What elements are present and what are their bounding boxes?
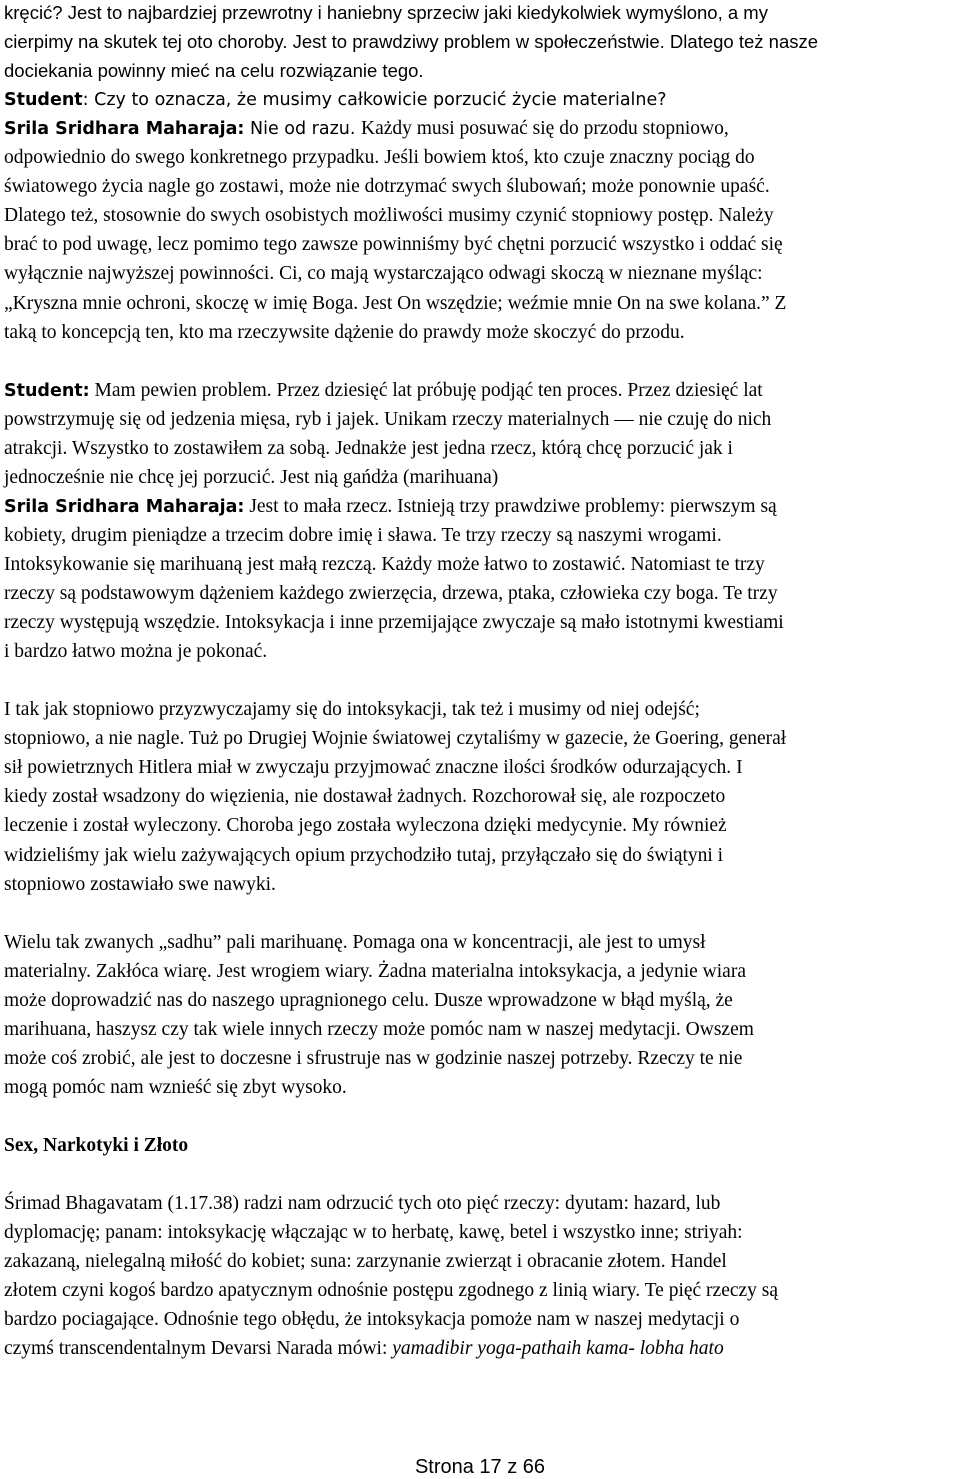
text-segment: Jest wrogiem wiary. xyxy=(216,960,378,982)
text-segment: kiedy został wsadzony do więzienia, nie dostawał żadnych. xyxy=(4,786,472,808)
text-line xyxy=(4,147,755,169)
text-segment: Rozchorował się, ale rozpoczeto xyxy=(471,786,726,808)
text-segment: Nie od razu. xyxy=(244,119,361,140)
text-segment: Handel xyxy=(670,1251,727,1273)
text-line xyxy=(4,1077,347,1099)
text-line xyxy=(4,496,777,518)
text-segment: Te pięć rzeczy są xyxy=(644,1280,779,1302)
text-line xyxy=(4,1251,727,1273)
text-segment: stopniowo zostawiało swe nawyki. xyxy=(4,873,276,895)
text-segment: Jest nią gańdża (marihuana) xyxy=(280,466,499,488)
text-line xyxy=(4,525,722,547)
text-line xyxy=(4,1193,720,1215)
text-segment: rzeczy są podstawowym dążeniem każdego zwierzęcia, drzewa, ptaka, człowieka czy boga. xyxy=(4,583,724,604)
text-segment: zakazaną, nielegalną miłość do kobiet; suna: zarzynanie zwierząt i obracanie złotem. xyxy=(4,1251,671,1273)
text-segment: Każdy może łatwo to zostawić. xyxy=(381,554,631,575)
text-segment: Student: xyxy=(4,380,90,401)
text-segment: Ci, co mają wystarczająco odwagi skoczą w nieznane myśląc: xyxy=(279,263,763,285)
text-segment: yamadibir yoga-pathaih kama- lobha hato xyxy=(392,1338,724,1360)
text-segment: Pomaga ona w koncentracji, ale jest to umysł xyxy=(352,931,706,953)
text-segment: powstrzymuję się od jedzenia mięsa, ryb i jajek. xyxy=(4,408,385,430)
text-segment: i bardzo łatwo można je pokonać. xyxy=(4,641,268,663)
text-line xyxy=(4,263,763,285)
text-segment: Przez dziesięć lat próbuję podjąć ten proces. xyxy=(276,379,628,401)
text-line xyxy=(4,874,276,896)
text-segment: dyplomację; panam: intoksykację włączając w to herbatę, kawę, betel i wszystko inne; striyah: xyxy=(4,1222,743,1244)
text-segment: Rzeczy te nie xyxy=(637,1047,743,1069)
text-segment: Mam pewien problem. xyxy=(89,379,277,401)
text-line xyxy=(4,118,729,140)
text-line xyxy=(4,554,765,576)
text-segment: Owszem xyxy=(685,1018,754,1040)
text-segment: Z xyxy=(774,292,787,314)
text-line xyxy=(4,176,770,198)
text-segment: kobiety, drugim pieniądze a trzecim dobre imię i sława. xyxy=(4,524,442,546)
text-segment: Tuż po Drugiej Wojnie światowej czytaliśmy w gazecie, że Goering, generał xyxy=(188,728,787,750)
page-number-footer: Strona 17 z 66 xyxy=(414,1456,546,1478)
text-line xyxy=(4,1222,743,1244)
text-segment: kręcić? Jest to najbardziej przewrotny i haniebny sprzeciw jaki kiedykolwiek wymyślono, a my xyxy=(4,2,768,23)
text-segment: Odnośnie tego obłędu, że intoksykacja pomoże nam w naszej medytacji o xyxy=(163,1309,740,1331)
text-segment: marihuana, haszysz czy tak wiele innych rzeczy może pomóc nam w naszej medytacji. xyxy=(4,1018,686,1040)
text-segment: światowego życia nagle go zostawi, może nie dotrzymać swych ślubowań; może ponownie upaść. xyxy=(4,176,770,198)
text-line xyxy=(4,699,700,721)
text-segment: atrakcji. xyxy=(4,437,72,459)
text-line xyxy=(4,205,774,227)
text-line xyxy=(4,234,783,256)
text-line xyxy=(4,409,771,431)
text-line xyxy=(4,380,763,402)
text-segment: Śrimad Bhagavatam (1.17.38) radzi nam odrzucić tych oto pięć rzeczy: dyutam: hazard, lub xyxy=(4,1193,721,1214)
text-segment: Srila Sridhara Maharaja: xyxy=(4,119,245,140)
text-segment: może doprowadzić nas do naszego upragnionego celu. xyxy=(4,989,434,1011)
text-segment: mogą pomóc nam wznieść się zbyt wysoko. xyxy=(4,1076,347,1098)
text-segment: Te trzy xyxy=(723,583,778,604)
text-segment: wyłącznie najwyższej powinności. xyxy=(4,263,280,285)
text-segment: Student xyxy=(4,90,83,111)
text-segment: bardzo pociagające. xyxy=(4,1309,164,1331)
text-segment: Dusze wprowadzone w błąd myślą, że xyxy=(433,989,733,1011)
text-segment: taką to koncepcją ten, kto ma rzeczywsite dążenie do prawdy może skoczyć do przodu. xyxy=(4,321,685,343)
text-segment: Srila Sridhara Maharaja: xyxy=(4,496,245,517)
text-segment: Jest to mała rzecz. xyxy=(244,495,398,517)
text-segment: odpowiednio do swego konkretnego przypadku. xyxy=(4,147,385,169)
text-segment: widzieliśmy jak wielu zażywających opium przychodziło tutaj, przyłączało się do świątyni i xyxy=(4,844,724,866)
text-segment: rzeczy występują wszędzie. xyxy=(4,612,225,634)
text-segment: brać to pod uwagę, lecz pomimo tego zawsze powinniśmy być chętni porzucić wszystko i oddać się xyxy=(4,234,783,256)
text-segment: Istnieją trzy prawdziwe problemy: pierwszym są xyxy=(397,495,777,517)
text-segment: Wielu tak zwanych „sadhu” pali marihuanę. xyxy=(4,931,353,953)
text-line xyxy=(4,60,424,83)
text-segment: Jeśli bowiem ktoś, kto czuje znaczny pociąg do xyxy=(384,147,755,169)
text-line xyxy=(4,845,723,867)
text-segment: materialny. xyxy=(4,960,96,982)
text-line xyxy=(4,89,667,111)
text-segment: czymś transcendentalnym Devarsi Narada mówi: xyxy=(4,1338,393,1360)
text-line xyxy=(4,932,706,954)
text-segment: Jednakże jest jedna rzecz, którą chcę porzucić jak i xyxy=(335,437,733,459)
text-line xyxy=(4,961,746,983)
text-segment: Należy xyxy=(718,205,774,227)
text-segment: stopniowo, a nie nagle. xyxy=(4,728,189,750)
text-segment: Natomiast te trzy xyxy=(630,554,765,575)
text-line xyxy=(4,990,733,1012)
text-line xyxy=(4,641,267,663)
text-line xyxy=(4,583,778,605)
text-line xyxy=(4,467,498,489)
text-line xyxy=(4,1338,724,1360)
text-segment: Sex, Narkotyki i Złoto xyxy=(4,1135,189,1156)
text-segment: dociekania powinny mieć na celu rozwiązanie tego. xyxy=(4,60,424,82)
text-line xyxy=(4,1048,742,1070)
text-segment: I xyxy=(736,757,743,779)
text-segment: Dlatego też, stosownie do swych osobistych możliwości musimy czynić stopniowy postęp. xyxy=(4,205,719,227)
text-line xyxy=(4,1280,778,1302)
text-segment: Zakłóca wiarę. xyxy=(95,960,217,982)
text-segment: złotem czyni kogoś bardzo apatycznym odnośnie postępu zgodnego z linią wiary. xyxy=(4,1280,645,1302)
text-segment: leczenie i został wyleczony. xyxy=(4,815,227,837)
text-segment: sił powietrznych Hitlera miał w zwyczaju przyjmować znaczne ilości środków odurzających. xyxy=(4,757,737,779)
text-line xyxy=(4,322,685,344)
text-segment: My również xyxy=(631,815,727,837)
text-line xyxy=(4,1019,754,1041)
text-segment: Każdy musi posuwać się do przodu stopniowo, xyxy=(360,118,729,140)
text-line xyxy=(4,2,768,25)
text-segment: „Kryszna mnie ochroni, skoczę w imię Boga. Jest On wszędzie; weźmie mnie On na swe kolana.” xyxy=(4,292,775,314)
text-line xyxy=(4,728,786,750)
text-segment: Te trzy rzeczy są naszymi wrogami. xyxy=(441,524,722,546)
text-line xyxy=(4,293,786,315)
text-segment: cierpimy na skutek tej oto choroby. Jest to prawdziwy problem w społeczeństwie. Dlatego też nasze xyxy=(4,31,819,53)
text-segment: jednocześnie nie chcę jej porzucić. xyxy=(4,466,281,488)
text-segment: Wszystko to zostawiłem za sobą. xyxy=(71,437,336,459)
text-segment: Unikam rzeczy materialnych — nie czuję do nich xyxy=(384,408,772,430)
text-segment: Przez dziesięć lat xyxy=(627,379,763,401)
text-line xyxy=(4,612,784,634)
text-segment: I tak jak stopniowo przyzwyczajamy się do intoksykacji, tak też i musimy od niej odejść; xyxy=(4,699,700,721)
text-segment: Choroba jego została wyleczona dzięki medycynie. xyxy=(226,815,632,837)
text-segment: Intoksykowanie się marihuaną jest małą rezczą. xyxy=(4,554,382,575)
text-line xyxy=(4,31,818,54)
text-line xyxy=(4,815,727,837)
text-line xyxy=(4,1135,188,1157)
text-segment: Intoksykacja i inne przemijające zwyczaje są mało istotnymi kwestiami xyxy=(224,612,784,634)
text-segment: : Czy to oznacza, że musimy całkowicie porzucić życie materialne? xyxy=(82,90,667,111)
text-line xyxy=(4,786,725,808)
text-line xyxy=(4,757,743,779)
text-line xyxy=(4,1309,739,1331)
text-segment: może coś zrobić, ale jest to doczesne i sfrustruje nas w godzinie naszej potrzeby. xyxy=(4,1047,638,1069)
text-line xyxy=(4,438,733,460)
text-segment: Żadna materialna intoksykacja, a jedynie wiara xyxy=(377,960,746,982)
